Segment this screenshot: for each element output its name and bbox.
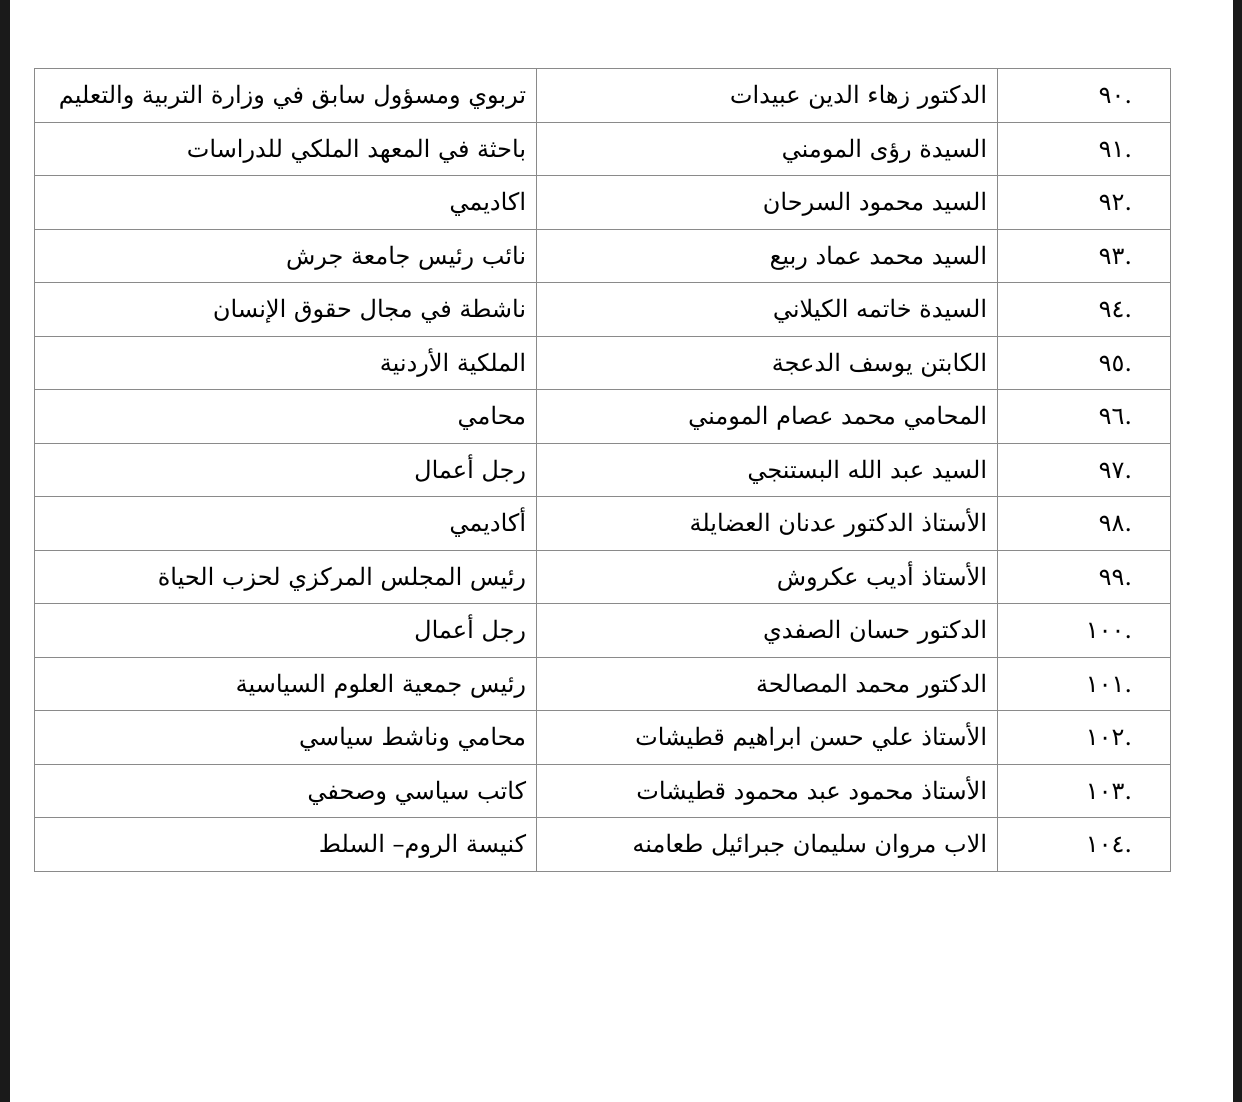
table-row [35,176,1171,230]
row-number: .٩٢ [998,176,1171,230]
table-row [35,711,1171,765]
row-number: .١٠١ [998,657,1171,711]
member-description: أكاديمي [35,497,537,551]
member-description: الملكية الأردنية [35,336,537,390]
members-table [34,68,1171,872]
member-description: نائب رئيس جامعة جرش [35,229,537,283]
row-number: .٩٠ [998,69,1171,123]
member-description: تربوي ومسؤول سابق في وزارة التربية والتعليم [35,69,537,123]
row-number: .٩٨ [998,497,1171,551]
member-name: الاب مروان سليمان جبرائيل طعامنه [537,818,998,872]
member-name: الأستاذ محمود عبد محمود قطيشات [537,764,998,818]
table-row [35,764,1171,818]
member-description: ناشطة في مجال حقوق الإنسان [35,283,537,337]
member-description: باحثة في المعهد الملكي للدراسات [35,122,537,176]
table-row [35,336,1171,390]
member-description: رجل أعمال [35,443,537,497]
table-row [35,122,1171,176]
member-name: السيدة خاتمه الكيلاني [537,283,998,337]
member-description: رجل أعمال [35,604,537,658]
member-name: الدكتور حسان الصفدي [537,604,998,658]
member-name: الأستاذ أديب عكروش [537,550,998,604]
row-number: .٩٦ [998,390,1171,444]
table-row [35,604,1171,658]
table-row [35,283,1171,337]
member-name: الأستاذ الدكتور عدنان العضايلة [537,497,998,551]
member-description: كنيسة الروم– السلط [35,818,537,872]
row-number: .١٠٢ [998,711,1171,765]
members-table-body [35,69,1171,872]
table-row [35,497,1171,551]
table-row [35,550,1171,604]
member-name: السيد عبد الله البستنجي [537,443,998,497]
document-page [10,0,1233,1102]
member-description: رئيس جمعية العلوم السياسية [35,657,537,711]
member-name: السيدة رؤى المومني [537,122,998,176]
row-number: .٩٩ [998,550,1171,604]
row-number: .٩٤ [998,283,1171,337]
member-name: المحامي محمد عصام المومني [537,390,998,444]
row-number: .١٠٤ [998,818,1171,872]
member-description: رئيس المجلس المركزي لحزب الحياة [35,550,537,604]
row-number: .١٠٠ [998,604,1171,658]
member-description: محامي وناشط سياسي [35,711,537,765]
member-name: السيد محمود السرحان [537,176,998,230]
row-number: .٩٧ [998,443,1171,497]
member-description: كاتب سياسي وصحفي [35,764,537,818]
table-row [35,443,1171,497]
row-number: .٩١ [998,122,1171,176]
member-name: الدكتور محمد المصالحة [537,657,998,711]
table-row [35,818,1171,872]
table-row [35,229,1171,283]
table-row [35,657,1171,711]
table-row [35,390,1171,444]
member-name: الدكتور زهاء الدين عبيدات [537,69,998,123]
row-number: .٩٥ [998,336,1171,390]
member-name: الكابتن يوسف الدعجة [537,336,998,390]
row-number: .١٠٣ [998,764,1171,818]
member-name: السيد محمد عماد ربيع [537,229,998,283]
member-description: محامي [35,390,537,444]
table-row [35,69,1171,123]
member-description: اكاديمي [35,176,537,230]
row-number: .٩٣ [998,229,1171,283]
member-name: الأستاذ علي حسن ابراهيم قطيشات [537,711,998,765]
